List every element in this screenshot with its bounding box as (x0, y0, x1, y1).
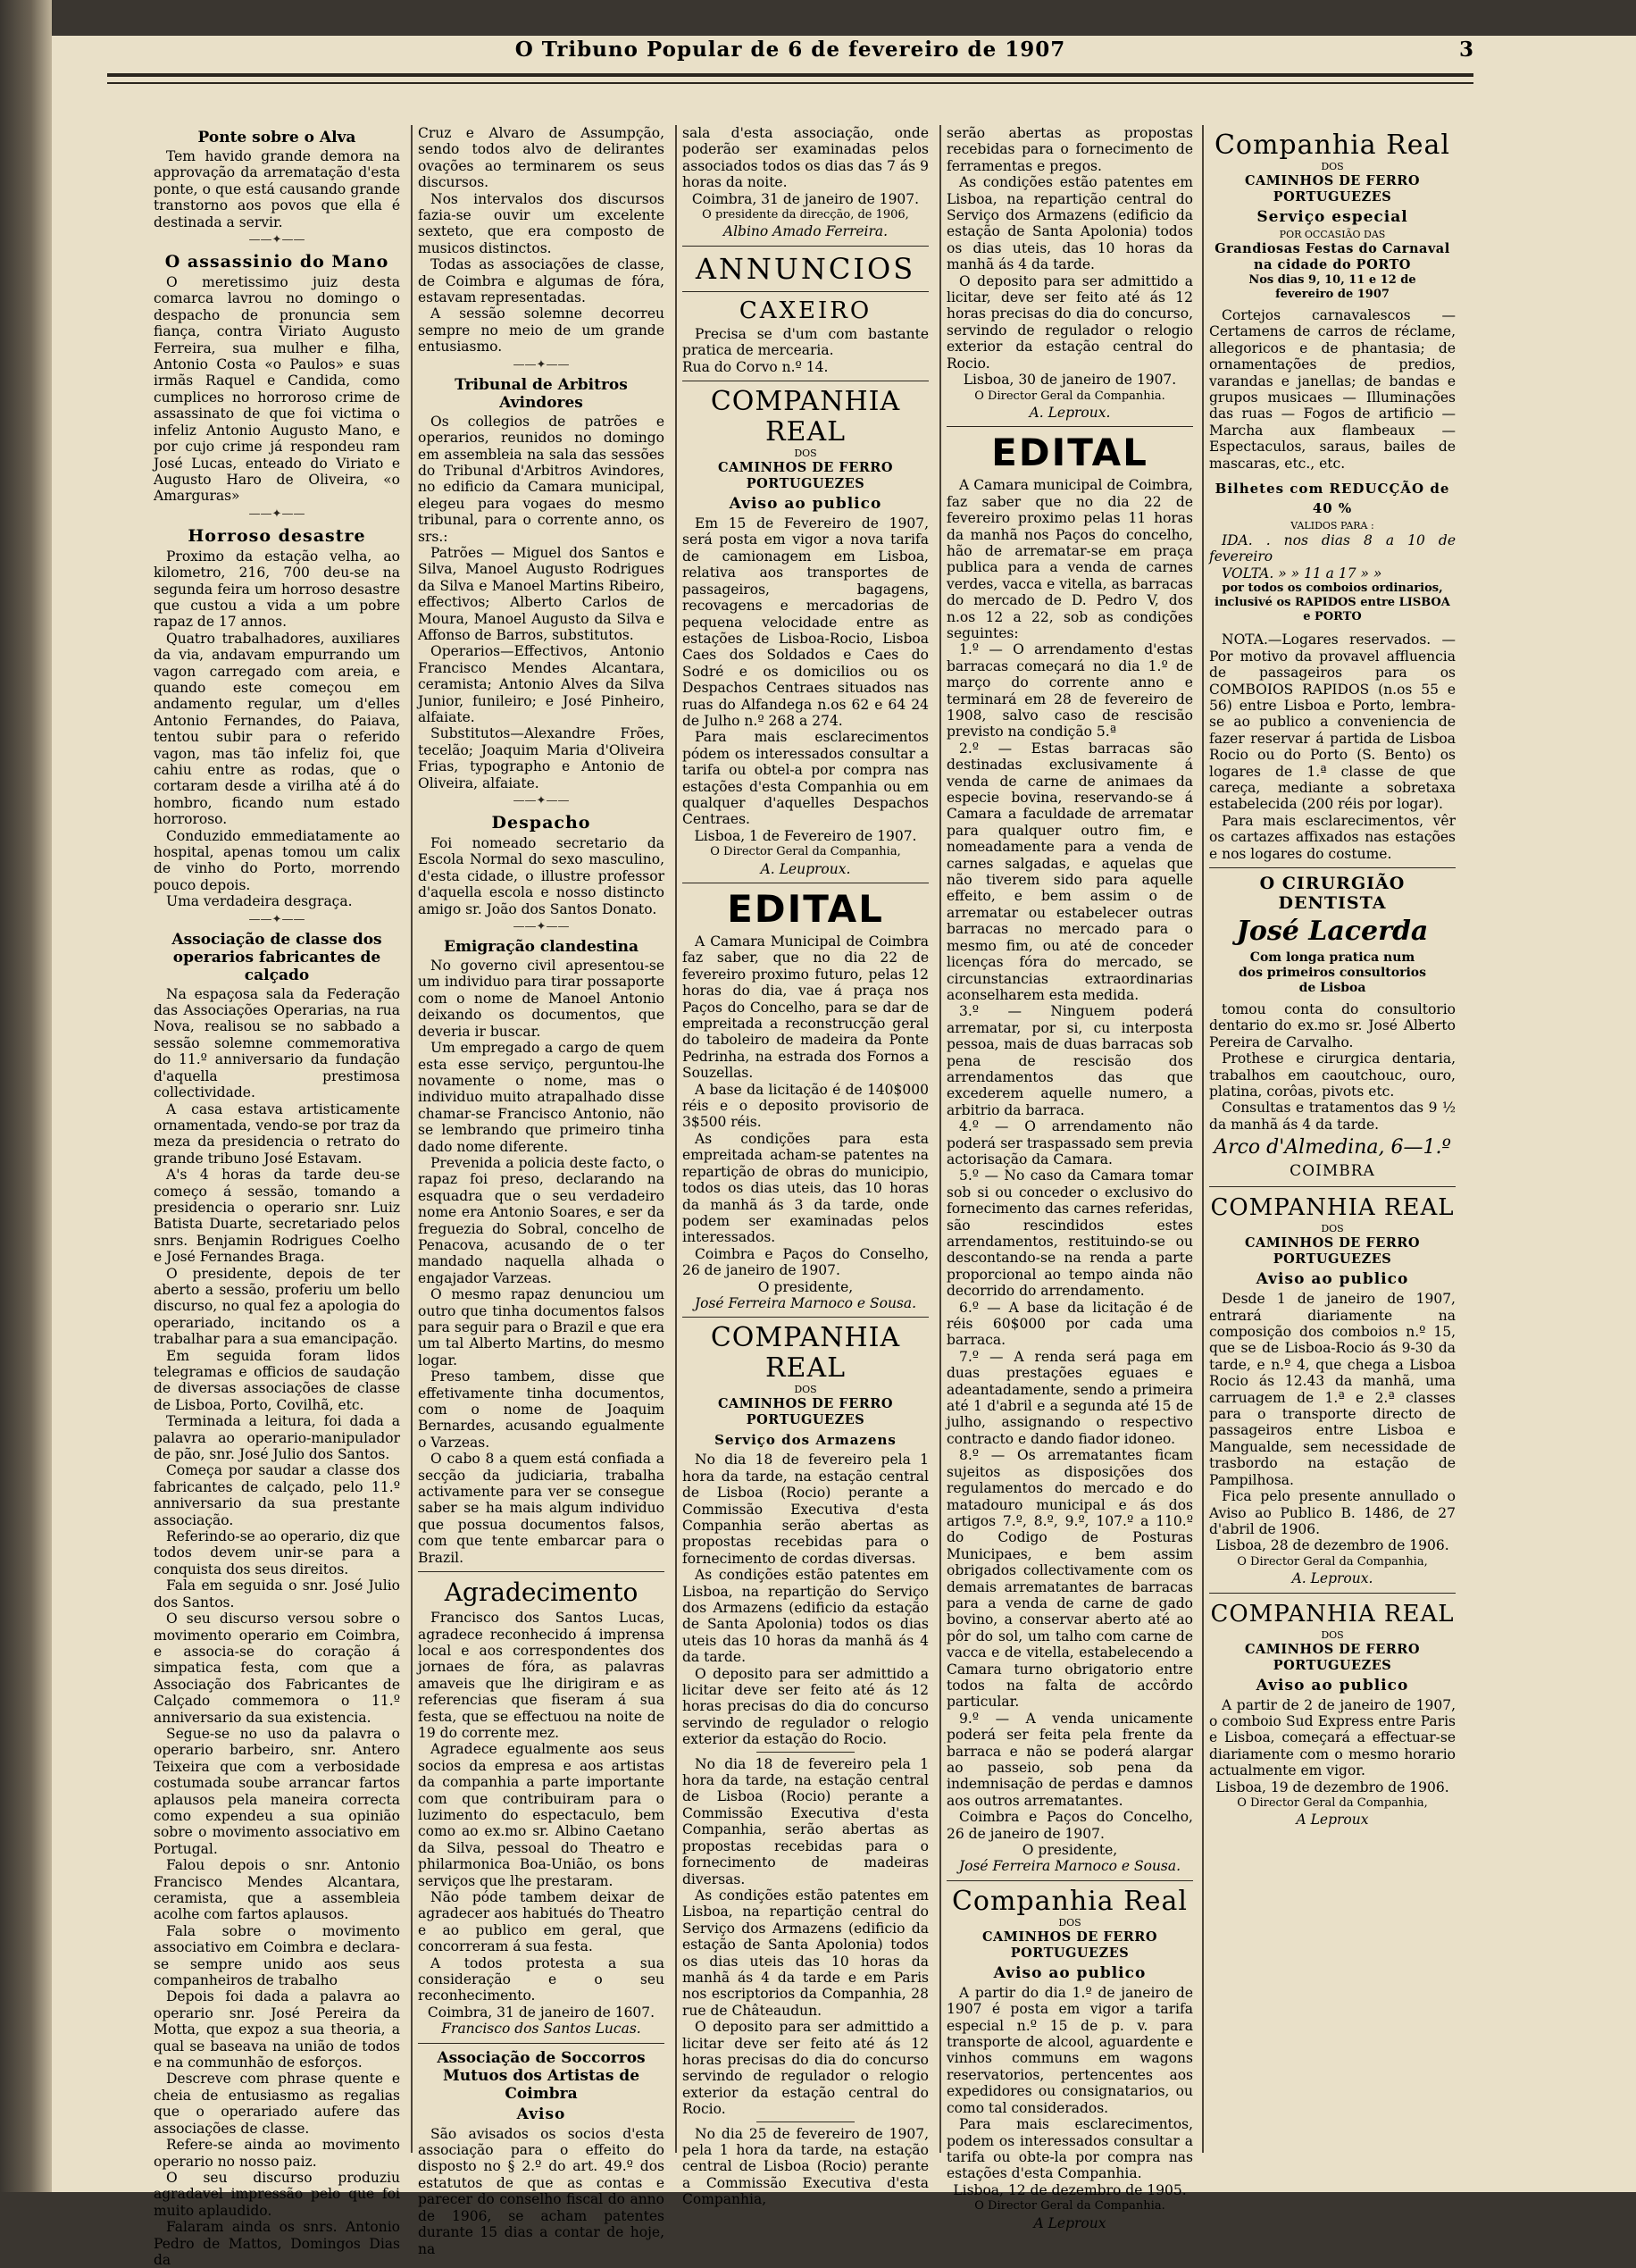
ad-heading: Serviço dos Armazens (714, 1432, 897, 1449)
ad-text: 2.º — Estas barracas são destinadas exclusivamente á venda de carne de animaes da especie bovina, reservando-se á Camara a faculdade de arrematar para qualquer outro fim, e nomeadamente para a venda de carnes salgadas, e aquelas que não tiverem sido para aquelle effeito, e bem assim o de arrematar ou estabelecer outras barracas no mercado para o mesmo fim, ou até de conceder licenças fóra do mercado, se circunstancias extraordinarias aconselharem esta medida. (947, 740, 1193, 1003)
article-text: Patrões — Miguel dos Santos e Silva, Manoel Augusto Rodrigues da Silva e Manoel Martins Ribeiro, effectivos; Alberto Carlos de Moura, Manoel Augusto da Silva e Affonso de Barros, substitutos. (418, 544, 664, 643)
article-text: No governo civil apresentou-se um individuo para tirar possaporte com o nome de Manoel Antonio deixando os documentos, que deveria ir buscar. (418, 958, 664, 1040)
ornament-divider: ——✦—— (513, 920, 570, 934)
article-text: Conduzido emmediatamente ao hospital, apenas tomou um calix de vinho do Porto, morrendo pouco depois. (154, 827, 400, 893)
ad-title: EDITAL (991, 431, 1148, 475)
article-text: Fala em seguida o snr. José Julio dos Santos. (154, 1578, 400, 1611)
article-text: O seu discurso versou sobre o movimento operario em Coimbra, e associa-se do coração á simpatica festa, com que a Associação dos Fabricantes de Calçado commemora o 11.º anniversario da sua existencia. (154, 1611, 400, 1726)
signature: A. Leproux. (1291, 1570, 1373, 1587)
ad-subtitle: CAMINHOS DE FERRO PORTUGUEZES (1245, 1235, 1420, 1268)
article-text: Refere-se ainda ao movimento operario no nosso paiz. (154, 2137, 400, 2170)
article-text: Proximo da estação velha, ao kilometro, 216, 700 deu-se na segunda feira um horroso desastre que custou a vida a um pobre rapaz de 17 annos. (154, 548, 400, 631)
newspaper-title: O Tribuno Popular de 6 de fevereiro de 1907 (514, 38, 1066, 62)
section-rule (1209, 1593, 1456, 1594)
ad-text: tomou conta do consultorio dentario do ex.mo sr. José Alberto Pereira de Carvalho. (1209, 1000, 1456, 1050)
masthead-rule-top (107, 73, 1473, 77)
dateline: Lisboa, 12 de dezembro de 1905. (953, 2181, 1187, 2198)
article-title: Associação de Soccorros Mutuos dos Artistas de Coimbra (437, 2048, 646, 2103)
page-number: 3 (1458, 38, 1473, 62)
ad-title: Companhia Real (951, 1885, 1189, 1917)
ad-text: A partir do dia 1.º de janeiro de 1907 é posta em vigor a tarifa especial n.º 15 de p. v. para transporte de alcool, aguardente e vinhos communs em wagons reservatorios, pertencentes aos expedidores ou consignatarios, ou como tal considerados. (947, 1984, 1193, 2116)
column-rule (1202, 125, 1204, 2153)
ad-title-connector: DOS (1321, 1628, 1344, 1641)
article-text: Foi nomeado secretario da Escola Normal do sexo masculino, d'esta cidade, o illustre professor d'aquella escola e nosso distincto amigo sr. João dos Santos Donato. (418, 835, 664, 917)
ad-text: As condições estão patentes em Lisboa, na repartição do Serviço dos Armazens (edificio da estação de Santa Apolonia) todos os dias uteis das 10 horas da manhã ás 4 da tarde. (682, 1567, 929, 1666)
signature-title: O presidente, (757, 1278, 854, 1295)
ad-heading: Aviso ao publico (993, 1963, 1147, 1982)
binding-gutter (0, 0, 52, 2192)
section-rule (682, 1317, 929, 1318)
ad-text: Prothese e cirurgica dentaria, trabalhos em caoutchouc, ouro, platina, corôas, pivots etc. (1209, 1050, 1456, 1100)
article-text: Todas as associações de classe, de Coimbra e algumas de fóra, estavam representadas. (418, 256, 664, 306)
ad-title: COMPANHIA REAL (710, 386, 901, 448)
article-text: O mesmo rapaz denunciou um outro que tinha documentos falsos para seguir para o Brazil e que era um tal Alberto Martins, do mesmo logar. (418, 1286, 664, 1368)
ad-text: 5.º — No caso da Camara tomar sob si ou conceder o exclusivo do fornecimento das carnes referidas, são rescindidos estes arrendamentos, restituindo-se ou descontando-se na renda a parte proporcional ao tempo ainda não decorrido do arrendamento. (947, 1167, 1193, 1300)
article-text: Terminada a leitura, foi dada a palavra ao operario-manipulador de pão, snr. José Julio dos Santos. (154, 1413, 400, 1463)
signature: José Ferreira Marnoco e Sousa. (958, 1858, 1181, 1875)
article-text: Francisco dos Santos Lucas, agradece reconhecido á imprensa local e aos correspondentes dos jornaes de fóra, as palavras amaveis que lhe dirigiram e as referencias que fiseram á sua festa, que se effectuou na noite de 19 do corrente mez. (418, 1610, 664, 1741)
article-text: São avisados os socios d'esta associação para o effeito do disposto no § 2.º do art. 49.º dos estatutos de que as contas e parecer do conselho fiscal do anno de 1906, se acham patentes durante 15 dias a contar de hoje, na (418, 2125, 664, 2257)
signature-title: O Director Geral da Companhia, (1237, 1795, 1428, 1810)
ad-text: No dia 18 de fevereiro pela 1 hora da tarde, na estação central de Lisboa (Rocio) perante a Commissão Executiva d'esta Companhia, serão abertas as propostas recebidas para o fornecimento de madeiras diversas. (682, 1755, 929, 1887)
ad-text: As condições para esta empreitada acham-se patentes na repartição de obras do municipio, todos os dias uteis, das 10 horas da manhã ás 3 da tarde, onde podem ser examinadas pelos interessados. (682, 1130, 929, 1246)
ad-title: EDITAL (727, 887, 884, 931)
signature: A. Leproux. (1029, 404, 1111, 421)
ad-title: CAXEIRO (739, 297, 872, 324)
ad-text: A Camara municipal de Coimbra, faz saber que no dia 22 de fevereiro proximo pelas 11 horas da manhã nos Paços do concelho, hão de arrematar-se em praça publica para a venda de carnes verdes, vacca e vitella, as barracas do mercado de D. Pedro V, dos n.os 12 a 22, sob as condições seguintes: (947, 477, 1193, 641)
article-text: Quatro trabalhadores, auxiliares da via, andavam empurrando um vagon carregado com areia, e quando este começou em andamento regular, um d'elles Antonio Fernandes, do Paiava, tentou subir para o referido vagon, mas tão infeliz foi, que cahiu entre as rodas, que o cortaram desde a virilha até á do hombro, ficando num estado horroroso. (154, 630, 400, 828)
article-text: sala d'esta associação, onde poderão ser examinadas pelos associados todos os dias das 7 ás 9 horas da noite. (682, 125, 929, 191)
ad-title: COMPANHIA REAL (1210, 1194, 1455, 1222)
ad-text: Fica pelo presente annullado o Aviso ao Publico B. 1486, de 27 d'abril de 1906. (1209, 1488, 1456, 1537)
signature-title: O presidente da direcção, de 1906, (702, 208, 909, 222)
ad-subtitle: CAMINHOS DE FERRO PORTUGUEZES (1245, 1641, 1420, 1673)
column-4 (947, 125, 1193, 2231)
article-text: Operarios—Effectivos, Antonio Francisco Mendes Alcantara, ceramista; Antonio Alves da Silva Junior, funileiro; e José Pinheiro, alfaiate. (418, 643, 664, 725)
ad-title: O CIRURGIÃO DENTISTA (1259, 873, 1406, 913)
section-rule (682, 291, 929, 292)
ad-subtitle: CAMINHOS DE FERRO PORTUGUEZES (982, 1929, 1157, 1961)
article-title: Ponte sobre o Alva (197, 129, 356, 146)
ad-text: As condições estão patentes em Lisboa, na repartição central do Serviço dos Armazens (edificio da estação de Santa Apolonia) todos os dias uteis, das 10 horas da manhã ás 4 da tarde. (947, 174, 1193, 273)
article-text: Segue-se no uso da palavra o operario barbeiro, snr. Antero Teixeira que com a verbosidade costumada soube arrancar fartos aplausos pela maneira correcta como expendeu a sua opinião sobre o movimento associativo em Portugal. (154, 1725, 400, 1857)
ad-text: POR OCCASIÃO DAS (1279, 229, 1386, 240)
section-rule (1209, 1186, 1456, 1187)
ad-text: por todos os comboios ordinarios, inclusivé os RAPIDOS entre LISBOA e PORTO (1214, 582, 1450, 624)
article-text: Preso tambem, disse que effetivamente tinha documentos, com o nome de Joaquim Bernardes, acusando egualmente o Varzeas. (418, 1368, 664, 1451)
ad-subtitle: CAMINHOS DE FERRO PORTUGUEZES (1245, 173, 1420, 205)
ad-text: Precisa se d'um com bastante pratica de mercearia. (682, 325, 929, 359)
article-text: Substitutos—Alexandre Frões, tecelão; Joaquim Maria d'Oliveira Frias, typographo e Antonio de Oliveira, alfaiate. (418, 725, 664, 791)
ad-subtitle: CAMINHOS DE FERRO PORTUGUEZES (718, 1396, 893, 1428)
ornament-divider: ——✦—— (248, 506, 305, 521)
dateline: Lisboa, 1 de Fevereiro de 1907. (694, 827, 917, 844)
ad-title-connector: DOS (1058, 1916, 1081, 1929)
article-text: Agradece egualmente aos seus socios da empresa e aos artistas da companhia a parte importante com que contribuiram para o luzimento do espectaculo, bem como ao ex.mo sr. Albino Caetano da Silva, pessoal do Theatro e philarmonica Boa-União, os bons serviços que lhe prestaram. (418, 1741, 664, 1889)
dateline: Coimbra e Paços do Concelho, 26 de janeiro de 1907. (947, 1809, 1193, 1842)
article-text: Fala sobre o movimento associativo em Coimbra e declara-se sempre unido aos seus companheiros de trabalho (154, 1922, 400, 1989)
ad-text: As condições estão patentes em Lisboa, na repartição central do Serviço dos Armazens (edificio da estação de Santa Apolonia) todos os dias uteis das 10 horas da manhã ás 4 da tarde e em Paris nos escriptorios da Companhia, 28 rue de Châteaudun. (682, 1887, 929, 2019)
ad-heading: Bilhetes com REDUCÇÃO de 40 % (1214, 481, 1450, 517)
section-rule (682, 246, 929, 247)
ad-text: Grandiosas Festas do Carnaval (1214, 241, 1450, 256)
ad-text: A base da licitação é de 140$000 réis e o deposito provisorio de 3$500 réis. (682, 1081, 929, 1131)
article-text: Uma verdadeira desgraça. (166, 893, 353, 910)
article-text: A todos protesta a sua consideração e o seu reconhecimento. (418, 1954, 664, 2004)
article-text: O cabo 8 a quem está confiada a secção da judiciaria, trabalha activamente para ver se consegue saber se ha mais algum individuo que possua documentos falsos, com que tente embarcar para o Brazil. (418, 1451, 664, 1566)
column-rule (675, 125, 677, 2153)
masthead-rule-bottom (107, 82, 1473, 84)
ad-heading: Aviso ao publico (1256, 1676, 1409, 1695)
ad-text: A partir de 2 de janeiro de 1907, o comboio Sud Express entre Paris e Lisboa, começará a effectuar-se diariamente com o mesmo horario actualmente em vigor. (1209, 1696, 1456, 1779)
article-text: A casa estava artisticamente ornamentada, vendo-se por traz da meza da presidencia o retrato do grande tribuno José Estavam. (154, 1101, 400, 1167)
column-1 (154, 125, 400, 2268)
dateline: Lisboa, 19 de dezembro de 1906. (1215, 1778, 1449, 1795)
ad-title: Companhia Real (1214, 130, 1451, 161)
ad-text: VALIDOS PARA : (1290, 520, 1374, 532)
article-text: Prevenida a policia deste facto, o rapaz foi preso, declarando na esquadra que o seu verdadeiro nome era Antonio Soares, e ser da freguezia do Sobral, concelho de Penacova, acusando de o ter mandado naquella alhada o engajador Varzeas. (418, 1154, 664, 1286)
signature: A. Leuproux. (760, 860, 851, 877)
ad-text: No dia 25 de fevereiro de 1907, pela 1 hora da tarde, na estação central de Lisboa (Rocio) perante a Commissão Executiva d'esta Companhia, (682, 2125, 929, 2208)
article-text: Começa por saudar a classe dos fabricantes de calçado, pelo 11.º anniversario da sua prestante associação. (154, 1462, 400, 1528)
ad-text: 7.º — A renda será paga em duas prestações eguaes e adeantadamente, sendo a primeira até 1 d'abril e a segunda até 15 de julho, assignando o respectivo contracto e dando fiador idoneo. (947, 1348, 1193, 1447)
article-text: Um empregado a cargo de quem esta esse serviço, perguntou-lhe novamente o nome, mas o individuo muito atrapalhado disse chamar-se Francisco Antonio, não se lembrando que primeiro tinha dado nome diferente. (418, 1040, 664, 1155)
article-title: Associação de classe dos operarios fabricantes de calçado (171, 930, 382, 984)
article-subtitle: Aviso (516, 2105, 566, 2123)
signature-title: O Director Geral da Companhia. (974, 2199, 1165, 2214)
signature-title: O Director Geral da Companhia. (974, 389, 1165, 403)
ad-title-connector: DOS (794, 1384, 817, 1396)
signature: A Leproux (1296, 1812, 1369, 1829)
article-text: Não póde tambem deixar de agradecer aos habitués do Theatro e ao publico em geral, que concorreram á sua festa. (418, 1889, 664, 1955)
section-rule (1209, 867, 1456, 868)
ad-text: Para mais esclarecimentos, vêr os cartazes affixados nas estações e nos logares do costume. (1209, 812, 1456, 862)
ad-text: Em 15 de Fevereiro de 1907, será posta em vigor a nova tarifa de camionagem em Lisboa, relativa aos transportes de passageiros, bagagens, recovagens e mercadorias de pequena velocidade entre as estações de Lisboa-Rocio, Lisboa Caes dos Soldados e Caes do Sodré e os domicilios ou os Despachos Centraes situados nas ruas do Alfandega n.os 62 e 64 24 de Julho n.º 268 a 274. (682, 515, 929, 729)
article-title: O assassinio do Mano (164, 252, 389, 272)
dateline: Lisboa, 30 de janeiro de 1907. (963, 372, 1177, 389)
article-text: Descreve com phrase quente e cheia de entusiasmo as regalias que o operariado aufere das associações de classe. (154, 2071, 400, 2137)
article-text: O seu discurso produziu agradavel impressão pelo que foi muito aplaudido. (154, 2169, 400, 2219)
article-text: Os collegios de patrões e operarios, reunidos no domingo em assembleia na sala das sessões do Tribunal d'Arbitros Avindores, no edificio da Camara municipal, elegeu para vogaes do mesmo tribunal, para o corrente anno, os srs.: (418, 413, 664, 545)
announcements-header: ANNUNCIOS (695, 251, 916, 286)
ad-text: Cortejos carnavalescos — Certamens de carros de réclame, allegoricos e de phantasia; de ornamentações de predios, varandas e janellas; de bandas e grupos musicaes — Illuminações das ruas — Fogos de artificio — Marcha aux flambeaux — Espectaculos, saraus, bailes de mascaras, etc., etc. (1209, 307, 1456, 472)
ad-text: VOLTA. » » 11 a 17 » » (1222, 565, 1382, 582)
ad-heading: Aviso ao publico (729, 495, 882, 514)
article-text: Na espaçosa sala da Federação das Associações Operarias, na rua Nova, realisou se no sabbado a sessão solemne commemorativa do 11.º anniversario da fundação d'aquella prestimosa collectividade. (154, 985, 400, 1101)
ad-text: 9.º — A venda unicamente poderá ser feita pela frente da barraca e não se poderá alargar ao passeio, sob pena da indemnisação de perdas e damnos aos outros arrematantes. (947, 1710, 1193, 1809)
ad-title-connector: DOS (794, 448, 817, 460)
section-rule (756, 1752, 855, 1753)
signature-title: O presidente, (1022, 1842, 1118, 1859)
article-text: Em seguida foram lidos telegramas e officios de saudação de diversas associações de classe de Lisboa, Porto, Covilhã, etc. (154, 1347, 400, 1413)
column-2 (418, 125, 664, 2257)
ornament-divider: ——✦—— (513, 357, 570, 372)
ad-text: Com longa pratica num dos primeiros consultorios de Lisboa (1238, 950, 1426, 995)
ad-text: NOTA.—Logares reservados. — Por motivo da provavel affluencia de passageiros para os COMBOIOS RAPIDOS (n.os 55 e 56) entre Lisboa e Porto, lembra-se ao publico a conveniencia de fazer reservar á partida de Lisboa Rocio ou do Porto (S. Bento) os logares de 1.ª classe de que careça, mediante a sobretaxa estabelecida (200 réis por logar). (1209, 632, 1456, 813)
article-text: Nos intervalos dos discursos fazia-se ouvir um excelente sexteto, que era composto de musicos distinctos. (418, 190, 664, 256)
article-title: Emigração clandestina (443, 938, 639, 957)
ornament-divider: ——✦—— (248, 233, 305, 247)
signature: Francisco dos Santos Lucas. (441, 2021, 641, 2038)
dentist-name: José Lacerda (1236, 915, 1429, 947)
column-rule (411, 125, 413, 2153)
ad-text: 4.º — O arrendamento não poderá ser traspassado sem previa actorisação da Camara. (947, 1118, 1193, 1167)
ad-text: 3.º — Ninguem poderá arrematar, por si, cu interposta pessoa, mais de duas barracas sob pena de rescisão dos arrendamentos das que excederem aquelle numero, a arbitrio da barraca. (947, 1003, 1193, 1118)
ad-city: COIMBRA (1290, 1162, 1375, 1181)
ad-heading: Serviço especial (1256, 208, 1408, 226)
ad-subtitle: CAMINHOS DE FERRO PORTUGUEZES (718, 460, 893, 492)
ad-text: Consultas e tratamentos das 9 ½ da manhã ás 4 da tarde. (1209, 1100, 1456, 1133)
ad-title-connector: DOS (1321, 1223, 1344, 1235)
column-5 (1209, 125, 1456, 2153)
ad-text: No dia 18 de fevereiro pela 1 hora da tarde, na estação central de Lisboa (Rocio) perante a Commissão Executiva d'esta Companhia serão abertas as propostas recebidas para o fornecimento de cordas diversas. (682, 1452, 929, 1567)
dateline: Lisboa, 28 de dezembro de 1906. (1215, 1537, 1449, 1554)
ad-text: O deposito para ser admittido a licitar, deve ser feito até ás 12 horas precisas do dia do concurso, servindo de regulador o relogio exterior da estação central do Rocio. (947, 272, 1193, 372)
ad-text: Para mais esclarecimentos pódem os interessados consultar a tarifa ou obtel-a por compra nas estações d'esta Companhia ou em qualquer d'aquelles Despachos Centraes. (682, 729, 929, 828)
ad-text: 8.º — Os arrematantes ficam sujeitos as disposições dos regulamentos do mercado e do matadouro municipal e ás dos artigos 7.º, 8.º, 9.º, 107.º a 110.º do Codigo de Posturas Municipaes, e bem assim obrigados collectivamente com os demais arrematantes de barracas para a venda de carne de gado bovino, a conservar aberto até ao pôr do sol, um talho com carne de vacca e de vitella, estabelecendo a Camara turno obrigatorio entre todos na falta de accôrdo particular. (947, 1447, 1193, 1711)
signature-title: O Director Geral da Companhia, (710, 845, 901, 859)
ad-address: Rua do Corvo n.º 14. (682, 358, 829, 375)
ad-text: 6.º — A base da licitação é de réis 60$000 por cada uma barraca. (947, 1299, 1193, 1349)
ad-text: na cidade do PORTO (1254, 257, 1411, 272)
article-text: Falaram ainda os snrs. Antonio Pedro de Mattos, Domingos Dias da (154, 2219, 400, 2268)
article-title: Agradecimento (444, 1578, 639, 1608)
section-rule (947, 426, 1193, 427)
article-title: Despacho (491, 813, 591, 833)
masthead (107, 38, 1473, 70)
article-title: Horroso desastre (188, 525, 366, 546)
signature: A Leproux (1033, 2214, 1106, 2231)
signature-title: O Director Geral da Companhia, (1237, 1554, 1428, 1569)
ad-text: serão abertas as propostas recebidas para o fornecimento de ferramentas e pregos. (947, 125, 1193, 174)
section-rule (418, 2043, 664, 2044)
ad-text: IDA. . nos dias 8 a 10 de fevereiro (1209, 532, 1456, 565)
article-text: Falou depois o snr. Antonio Francisco Mendes Alcantara, ceramista, que a assembleia acolhe com fartos aplausos. (154, 1857, 400, 1923)
ad-text: O deposito para ser admittido a licitar deve ser feito até ás 12 horas precisas do dia do concurso servindo de regulador o relogio exterior da estação central do Rocio. (682, 2019, 929, 2118)
article-text: Depois foi dada a palavra ao operario snr. José Pereira da Motta, que expoz a sua theoria, a qual se baseava na união de todos e na communhão de esforços. (154, 1988, 400, 2071)
article-text: O presidente, depois de ter aberto a sessão, proferiu um bello discurso, no qual fez a apologia do operariado, incitando os a trabalhar para a sua emancipação. (154, 1265, 400, 1348)
ad-text: Nos dias 9, 10, 11 e 12 de fevereiro de 1907 (1248, 273, 1416, 301)
section-rule (947, 1880, 1193, 1881)
dateline: Coimbra e Paços do Conselho, 26 de janeiro de 1907. (682, 1245, 929, 1279)
section-rule (418, 1571, 664, 1572)
article-text: Tem havido grande demora na approvação da arrematação d'esta ponte, o que está causando grande transtorno aos povos que ella é destinada a servir. (154, 148, 400, 230)
article-text: Referindo-se ao operario, diz que todos devem unir-se para a conquista dos seus direitos. (154, 1528, 400, 1578)
ad-text: Desde 1 de janeiro de 1907, entrará diariamente na composição dos comboios n.º 15, que se de Lisboa-Rocio ás 9-30 da tarde, e n.º 4, que chega a Lisboa Rocio ás 12.43 da manhã, uma carruagem de 1.ª e 2.ª classes para o transporte directo de passageiros entre Lisboa e Mangualde, sem necessidade de trasbordo na estação de Pampilhosa. (1209, 1291, 1456, 1488)
column-rule (939, 125, 941, 2153)
ad-heading: Aviso ao publico (1256, 1270, 1409, 1289)
ad-text: 1.º — O arrendamento d'estas barracas começará no dia 1.º de março do corrente anno e terminará em 28 de fevereiro de 1908, salvo caso de rescisão previsto na condição 5.ª (947, 641, 1193, 741)
signature: Albino Amado Ferreira. (722, 223, 889, 240)
column-3 (682, 125, 929, 2208)
signature: José Ferreira Marnoco e Sousa. (694, 1294, 917, 1311)
article-text: A's 4 horas da tarde deu-se começo á sessão, tomando a presidencia o operario snr. Luiz Batista Duarte, secretariado pelos snrs. Benjamin Rodrigues Coelho e José Fernandes Braga. (154, 1167, 400, 1266)
dateline: Coimbra, 31 de janeiro de 1907. (691, 190, 920, 207)
article-text: Cruz e Alvaro de Assumpção, sendo todos alvo de delirantes ovações ao terminarem os seus discursos. (418, 125, 664, 191)
article-title: Tribunal de Arbitros Avindores (455, 375, 628, 412)
article-text: O meretissimo juiz desta comarca lavrou no domingo o despacho de pronuncia sem fiança, contra Viriato Augusto Ferreira, sua mulher e filha, Antonio Costa «o Paulos» e suas irmãs Raquel e Candida, como cumplices no horroroso crime de assassinato de que foi victima o infeliz Antonio Augusto Mano, e por cujo crime já respondeu ram José Lucas, enteado do Viriato e Augusto Haro de Oliveira, «o Amarguras» (154, 274, 400, 505)
ad-text: O deposito para ser admittido a licitar deve ser feito até ás 12 horas precisas do dia do concurso servindo de regulador o relogio exterior da estação do Rocio. (682, 1665, 929, 1748)
ornament-divider: ——✦—— (248, 912, 305, 926)
ad-text: Para mais esclarecimentos, podem os interessados consultar a tarifa ou obte-la por compra nas estações d'esta Companhia. (947, 2116, 1193, 2182)
article-text: A sessão solemne decorreu sempre no meio de um grande entusiasmo. (418, 305, 664, 356)
ad-title: COMPANHIA REAL (1210, 1600, 1455, 1628)
ornament-divider: ——✦—— (513, 794, 570, 808)
dateline: Coimbra, 31 de janeiro de 1607. (427, 2004, 655, 2021)
ad-title: COMPANHIA REAL (710, 1322, 901, 1385)
ad-address: Arco d'Almedina, 6—1.º (1214, 1136, 1451, 1159)
ad-title-connector: DOS (1321, 161, 1344, 172)
ad-text: A Camara Municipal de Coimbra faz saber, que no dia 22 de fevereiro proximo futuro, pelas 12 horas do dia, vae á praça nos Paços do Concelho, para se dar de empreitada a reconstrucção geral do taboleiro de madeira da Ponte Pedrinha, na estrada dos Fornos a Souzellas. (682, 933, 929, 1082)
